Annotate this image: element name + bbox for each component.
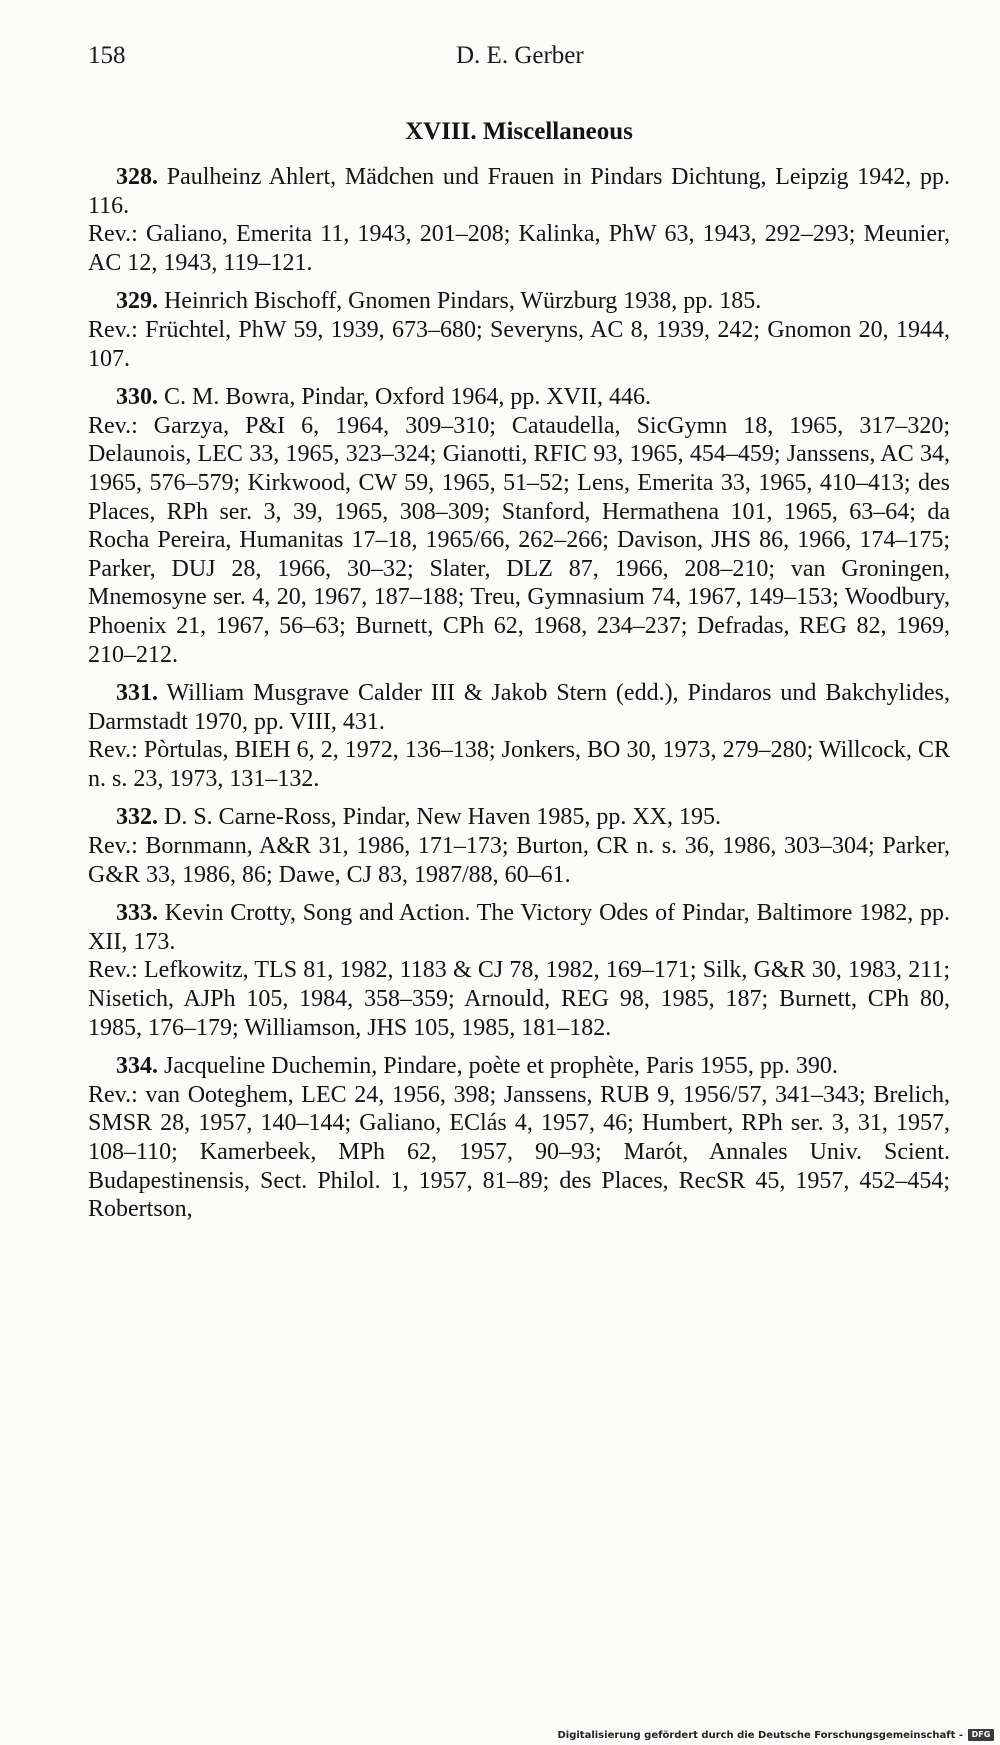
- entry-reviews: Rev.: Lefkowitz, TLS 81, 1982, 1183 & CJ 78, 1982, 169–171; Silk, G&R 30, 1983, 211; Nisetich, AJPh 105, 1984, 358–359; Arnould, REG 98, 1985, 187; Burnett, CPh 80, 1985, 176–179; Williamson, JHS 105, 1985, 181–182.: [88, 957, 950, 1041]
- entry-number: 329.: [116, 288, 158, 315]
- entry-citation: Heinrich Bischoff, Gnomen Pindars, Würzburg 1938, pp. 185.: [164, 288, 762, 315]
- entry-citation: Jacqueline Duchemin, Pindare, poète et prophète, Paris 1955, pp. 390.: [164, 1053, 838, 1080]
- page-header: [88, 42, 950, 82]
- entry-reviews: Rev.: Früchtel, PhW 59, 1939, 673–680; Severyns, AC 8, 1939, 242; Gnomon 20, 1944, 107.: [88, 316, 950, 372]
- entry-number: 331.: [116, 680, 158, 707]
- entry-citation: C. M. Bowra, Pindar, Oxford 1964, pp. XVII, 446.: [164, 384, 651, 411]
- entry-332: [88, 803, 950, 889]
- entry-title: [88, 803, 950, 832]
- entry-reviews: Rev.: van Ooteghem, LEC 24, 1956, 398; Janssens, RUB 9, 1956/57, 341–343; Brelich, SMSR 28, 1957, 140–144; Galiano, EClás 4, 1957, 46; Humbert, RPh ser. 3, 31, 1957, 108–110; Kamerbeek, MPh 62, 1957, 90–93; Marót, Annales Univ. Scient. Budapestinensis, Sect. Philol. 1, 1957, 81–89; des Places, RecSR 45, 1957, 452–454; Robertson,: [88, 1081, 950, 1223]
- entry-number: 328.: [116, 164, 158, 190]
- entry-reviews: Rev.: Bornmann, A&R 31, 1986, 171–173; Burton, CR n. s. 36, 1986, 303–304; Parker, G&R 33, 1986, 86; Dawe, CJ 83, 1987/88, 60–61.: [88, 833, 950, 888]
- entry-328: [88, 163, 950, 277]
- entry-title: [88, 163, 950, 220]
- entry-329: [88, 287, 950, 373]
- page-number: 158: [88, 42, 126, 69]
- entry-reviews: Rev.: Galiano, Emerita 11, 1943, 201–208; Kalinka, PhW 63, 1943, 292–293; Meunier, AC 12, 1943, 119–121.: [88, 221, 950, 276]
- entry-331: [88, 679, 950, 793]
- footer-text: Digitalisierung gefördert durch die Deutsche Forschungsgemeinschaft -: [557, 1729, 963, 1741]
- entry-title: [88, 679, 950, 736]
- entry-number: 333.: [116, 900, 158, 927]
- entry-citation: William Musgrave Calder III & Jakob Stern (edd.), Pindaros und Bakchylides, Darmstadt 1970, pp. VIII, 431.: [88, 680, 950, 735]
- entry-number: 332.: [116, 804, 158, 831]
- entry-reviews: Rev.: Pòrtulas, BIEH 6, 2, 1972, 136–138; Jonkers, BO 30, 1973, 279–280; Willcock, CR n. s. 23, 1973, 131–132.: [88, 737, 950, 792]
- entry-333: [88, 899, 950, 1042]
- entry-title: [88, 383, 950, 412]
- entry-citation: D. S. Carne-Ross, Pindar, New Haven 1985, pp. XX, 195.: [164, 804, 721, 831]
- entry-number: 334.: [116, 1053, 158, 1080]
- entry-334: [88, 1052, 950, 1224]
- entry-reviews: Rev.: Garzya, P&I 6, 1964, 309–310; Cataudella, SicGymn 18, 1965, 317–320; Delaunois, LEC 33, 1965, 323–324; Gianotti, RFIC 93, 1965, 454–459; Janssens, AC 34, 1965, 576–579; Kirkwood, CW 59, 1965, 51–52; Lens, Emerita 33, 1965, 410–413; des Places, RPh ser. 3, 39, 1965, 308–309; Stanford, Hermathena 101, 1965, 63–64; da Rocha Pereira, Humanitas 17–18, 1965/66, 262–266; Davison, JHS 86, 1966, 174–175; Parker, DUJ 28, 1966, 30–32; Slater, DLZ 87, 1966, 208–210; van Groningen, Mnemosyne ser. 4, 20, 1967, 187–188; Treu, Gymnasium 74, 1967, 149–153; Woodbury, Phoenix 21, 1967, 56–63; Burnett, CPh 62, 1968, 234–237; Defradas, REG 82, 1969, 210–212.: [88, 412, 950, 668]
- entry-330: [88, 383, 950, 669]
- entry-title: [88, 1052, 950, 1081]
- section-title: XVIII. Miscellaneous: [405, 118, 633, 145]
- entry-number: 330.: [116, 384, 158, 411]
- entry-title: [88, 287, 950, 316]
- entry-list: [88, 163, 950, 1234]
- entry-citation: Kevin Crotty, Song and Action. The Victory Odes of Pindar, Baltimore 1982, pp. XII, 173.: [88, 900, 951, 955]
- entry-title: [88, 899, 950, 956]
- entry-citation: Paulheinz Ahlert, Mädchen und Frauen in Pindars Dichtung, Leipzig 1942, pp. 116.: [88, 164, 951, 219]
- digitization-footer: [557, 1729, 994, 1741]
- dfg-logo-icon: DFG: [968, 1729, 994, 1741]
- running-head: D. E. Gerber: [456, 42, 584, 69]
